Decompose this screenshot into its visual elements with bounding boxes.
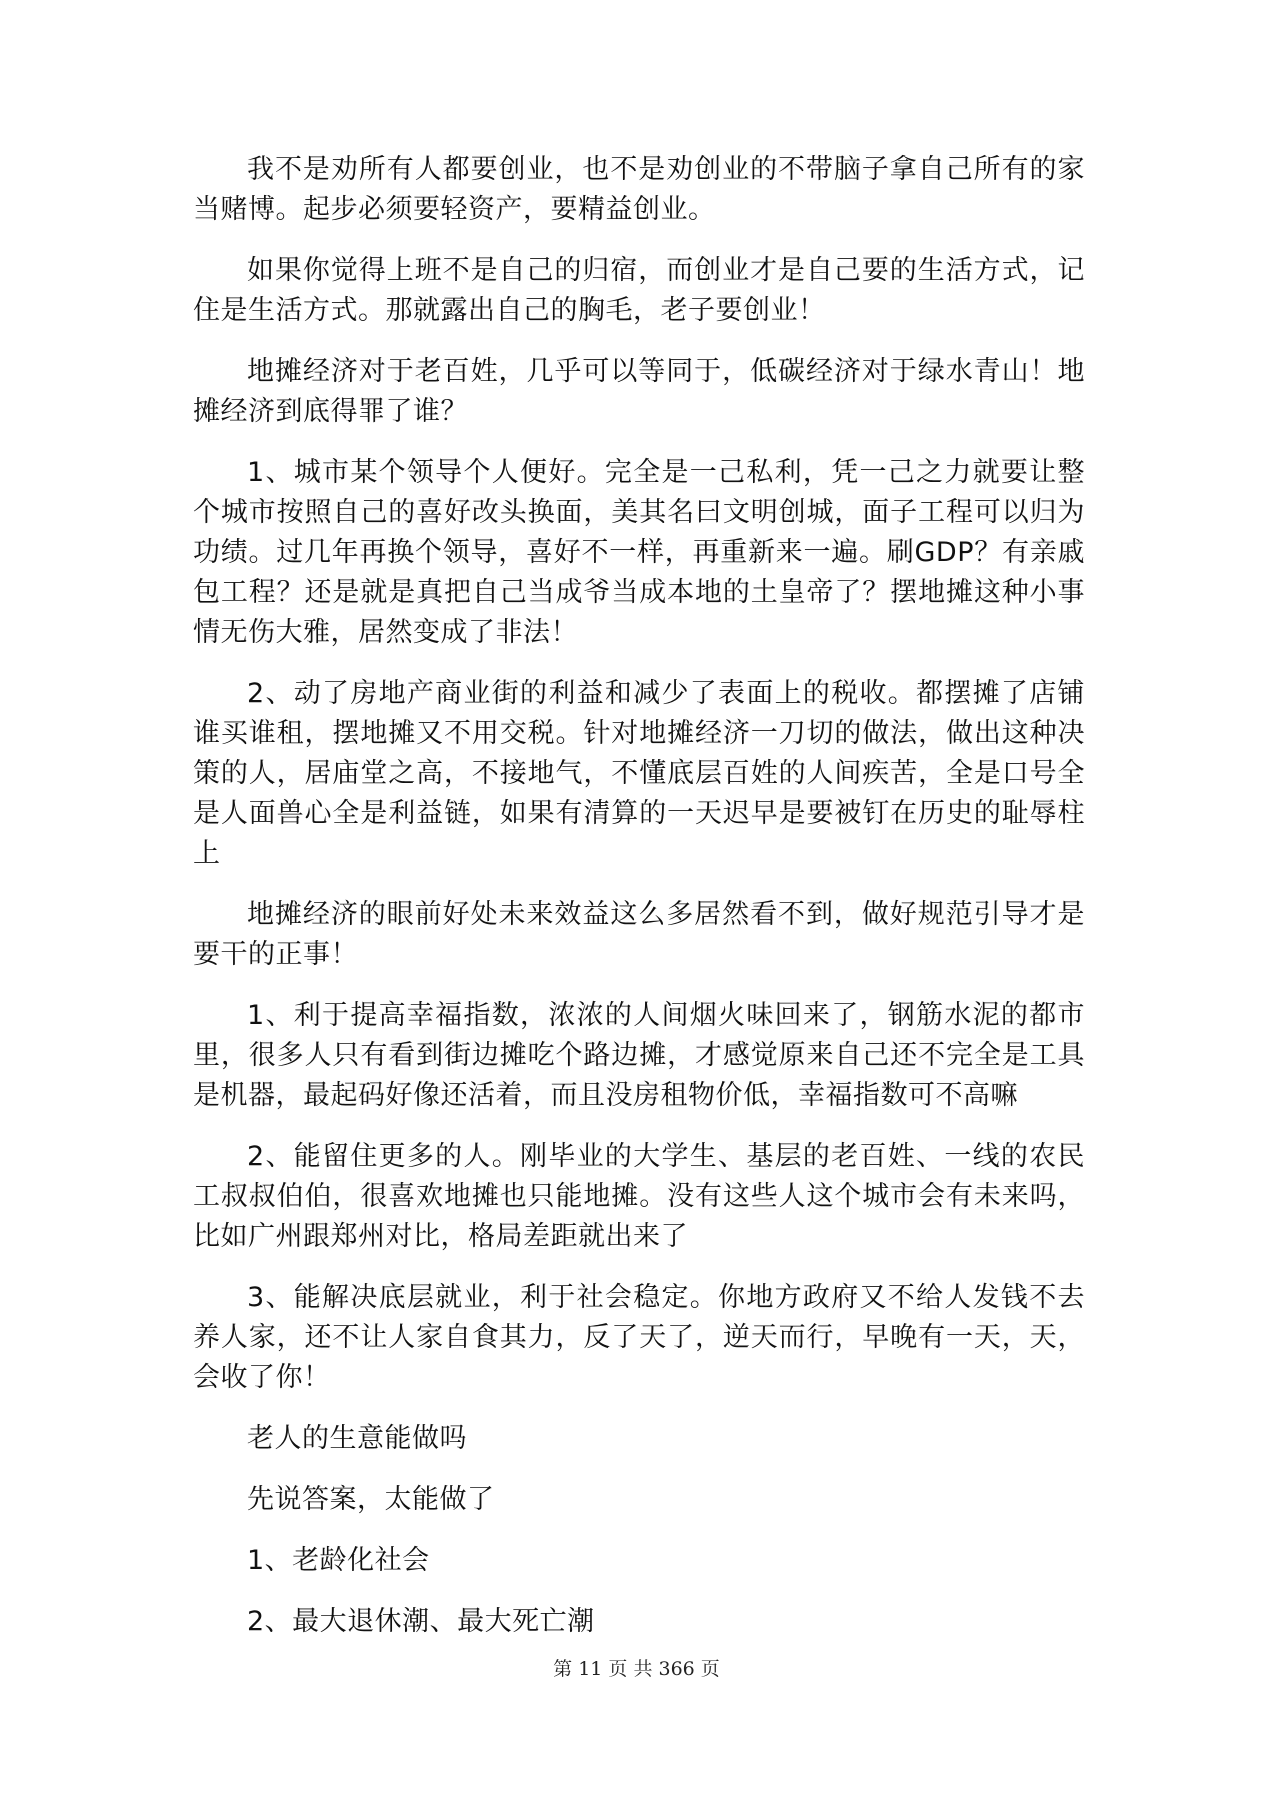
page-footer: 第 11 页 共 366 页 bbox=[553, 1658, 720, 1680]
paragraph-5: 2、动了房地产商业街的利益和减少了表面上的税收。都摆摊了店铺谁买谁租，摆地摊又不用交税。针对地摊经济一刀切的做法，做出这种决策的人，居庙堂之高，不接地气，不懂底层百姓的人间疾苦，全是口号全是人面兽心全是利益链，如果有清算的一天迟早是要被钉在历史的耻辱柱上 bbox=[193, 678, 1085, 869]
paragraph-8: 2、能留住更多的人。刚毕业的大学生、基层的老百姓、一线的农民工叔叔伯伯，很喜欢地摊也只能地摊。没有这些人这个城市会有未来吗，比如广州跟郑州对比，格局差距就出来了 bbox=[193, 1141, 1085, 1252]
paragraph-13: 2、最大退休潮、最大死亡潮 bbox=[247, 1606, 595, 1637]
paragraph-7: 1、利于提高幸福指数，浓浓的人间烟火味回来了，钢筋水泥的都市里，很多人只有看到街边摊吃个路边摊，才感觉原来自己还不完全是工具是机器，最起码好像还活着，而且没房租物价低，幸福指数可不高嘛 bbox=[193, 1000, 1085, 1111]
paragraph-3: 地摊经济对于老百姓，几乎可以等同于，低碳经济对于绿水青山！地摊经济到底得罪了谁？ bbox=[193, 356, 1085, 427]
paragraph-9: 3、能解决底层就业，利于社会稳定。你地方政府又不给人发钱不去养人家，还不让人家自食其力，反了天了，逆天而行，早晚有一天，天，会收了你！ bbox=[193, 1282, 1085, 1393]
paragraph-4: 1、城市某个领导个人便好。完全是一己私利，凭一己之力就要让整个城市按照自己的喜好改头换面，美其名曰文明创城，面子工程可以归为功绩。过几年再换个领导，喜好不一样，再重新来一遍。刷GDP？有亲戚包工程？还是就是真把自己当成爷当成本地的土皇帝了？摆地摊这种小事情无伤大雅，居然变成了非法！ bbox=[193, 457, 1085, 648]
document-body bbox=[193, 150, 1085, 1663]
paragraph-12: 1、老龄化社会 bbox=[247, 1545, 430, 1576]
paragraph-1: 我不是劝所有人都要创业，也不是劝创业的不带脑子拿自己所有的家当赌博。起步必须要轻资产，要精益创业。 bbox=[193, 154, 1085, 225]
paragraph-6: 地摊经济的眼前好处未来效益这么多居然看不到，做好规范引导才是要干的正事！ bbox=[193, 899, 1085, 970]
paragraph-10: 老人的生意能做吗 bbox=[247, 1423, 467, 1454]
paragraph-2: 如果你觉得上班不是自己的归宿，而创业才是自己要的生活方式，记住是生活方式。那就露出自己的胸毛，老子要创业！ bbox=[193, 255, 1085, 326]
paragraph-11: 先说答案，太能做了 bbox=[247, 1484, 495, 1515]
